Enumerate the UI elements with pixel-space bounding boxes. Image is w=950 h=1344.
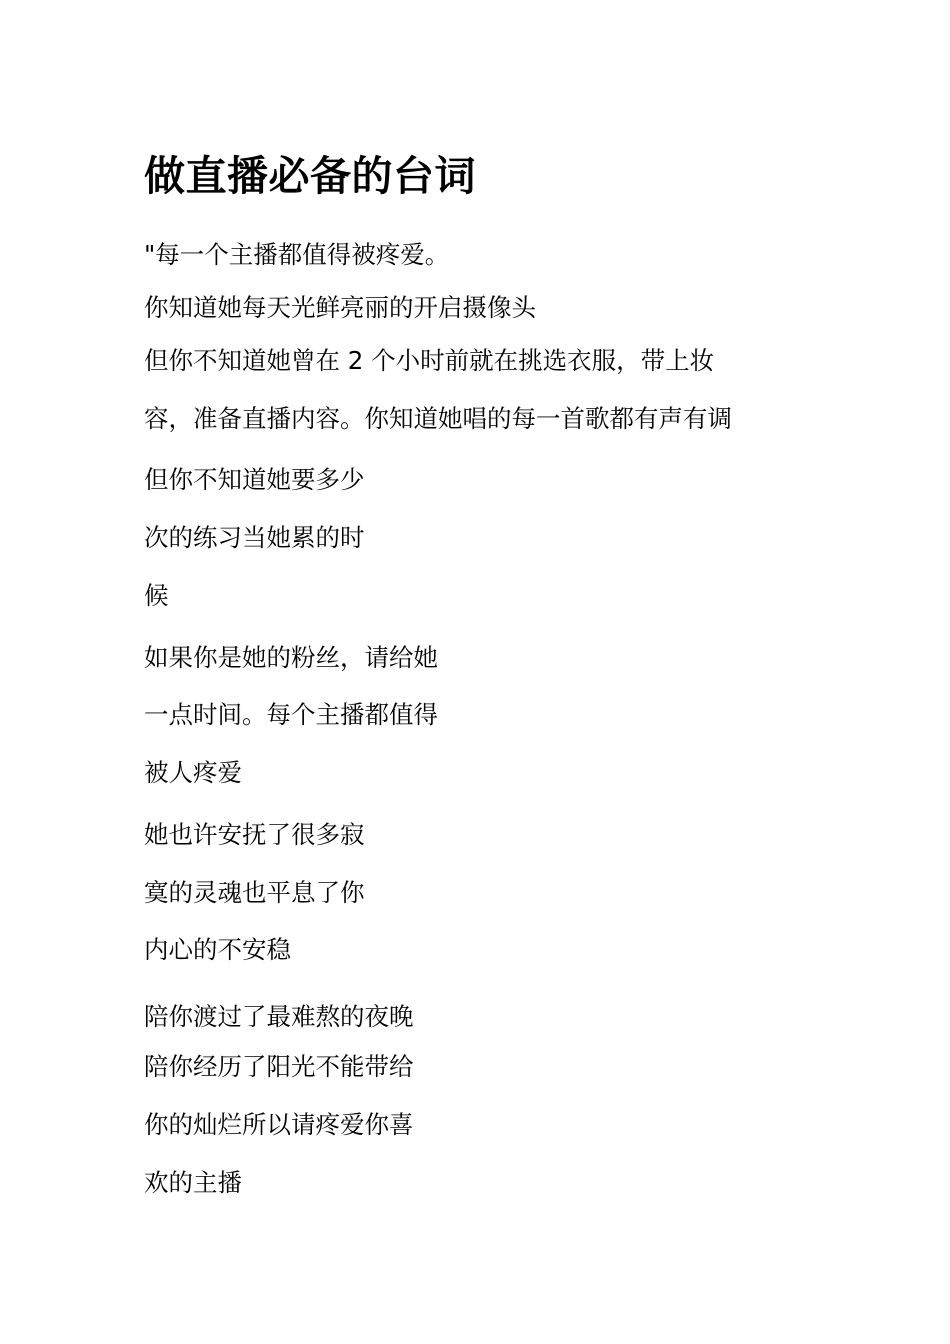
text-line-12: 寞的灵魂也平息了你: [144, 878, 365, 907]
text-line-11: 她也许安抚了很多寂: [144, 820, 365, 849]
document-title: 做直播必备的台词: [144, 152, 476, 200]
text-line-6: 次的练习当她累的时: [144, 523, 365, 552]
text-line-17: 欢的主播: [144, 1168, 242, 1197]
text-line-15: 陪你经历了阳光不能带给: [144, 1052, 414, 1081]
text-line-2: 你知道她每天光鲜亮丽的开启摄像头: [144, 293, 536, 322]
text-line-3: 但你不知道她曾在 2 个小时前就在挑选衣服，带上妆: [144, 346, 715, 375]
text-line-16: 你的灿烂所以请疼爱你喜: [144, 1110, 414, 1139]
text-line-8: 如果你是她的粉丝，请给她: [144, 643, 438, 672]
text-line-1: "每一个主播都值得被疼爱。: [144, 240, 450, 269]
text-line-10: 被人疼爱: [144, 758, 242, 787]
text-line-9: 一点时间。每个主播都值得: [144, 700, 438, 729]
text-line-7: 候: [144, 581, 169, 610]
text-line-14: 陪你渡过了最难熬的夜晚: [144, 1002, 414, 1031]
text-line-5: 但你不知道她要多少: [144, 465, 365, 494]
text-line-4: 容，准备直播内容。你知道她唱的每一首歌都有声有调: [144, 404, 732, 433]
text-line-13: 内心的不安稳: [144, 935, 291, 964]
